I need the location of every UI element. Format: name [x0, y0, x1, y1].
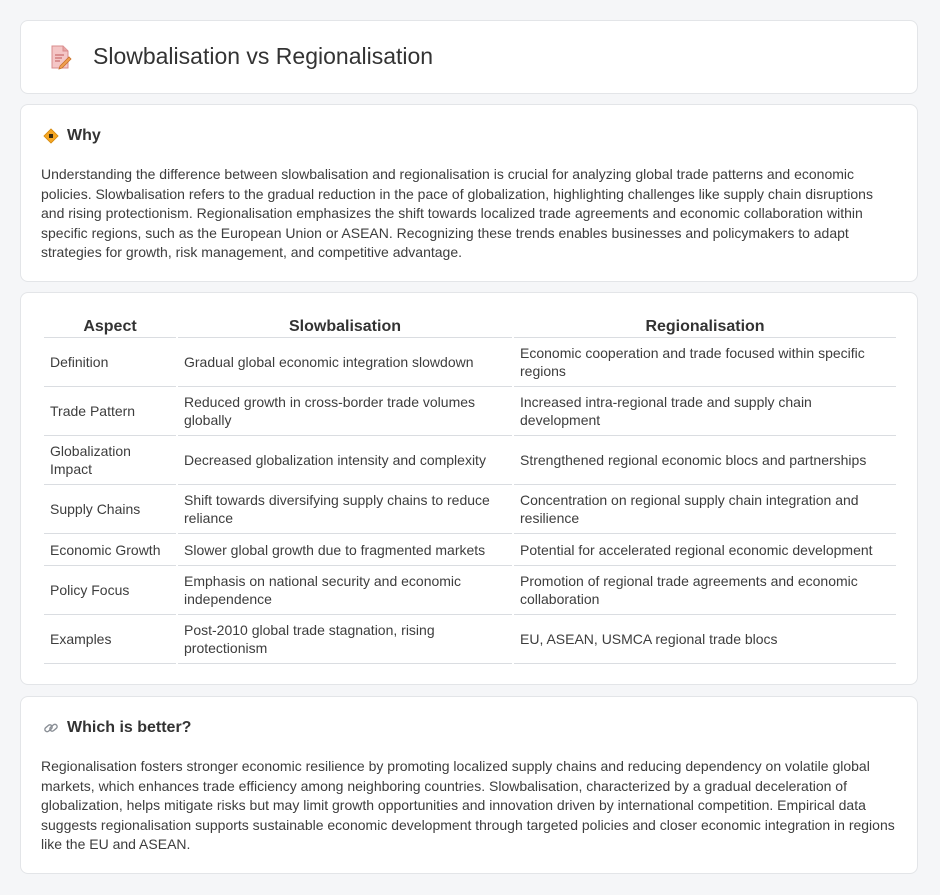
cell-aspect: Economic Growth: [44, 533, 176, 565]
cell-slowbalisation: Decreased globalization intensity and complexity: [178, 435, 512, 484]
better-heading: Which is better?: [67, 719, 192, 736]
cell-aspect: Globalization Impact: [44, 435, 176, 484]
table-row: [44, 484, 896, 533]
cell-regionalisation: Economic cooperation and trade focused within specific regions: [514, 337, 896, 386]
cell-slowbalisation: Shift towards diversifying supply chains to reduce reliance: [178, 484, 512, 533]
cell-regionalisation: EU, ASEAN, USMCA regional trade blocs: [514, 614, 896, 664]
cell-aspect: Trade Pattern: [44, 386, 176, 435]
comparison-card: [20, 292, 918, 685]
table-row: [44, 337, 896, 386]
table-row: [44, 533, 896, 565]
title-row: [47, 43, 433, 70]
cell-slowbalisation: Emphasis on national security and economic independence: [178, 565, 512, 614]
better-heading-row: [43, 719, 191, 737]
why-heading-row: [43, 127, 101, 145]
why-card: [20, 104, 918, 282]
cell-aspect: Policy Focus: [44, 565, 176, 614]
page-title: Slowbalisation vs Regionalisation: [93, 43, 434, 69]
cell-aspect: Examples: [44, 614, 176, 664]
better-text: Regionalisation fosters stronger economic resilience by promoting localized supply chains and reducing dependency on volatile global markets, which enhances trade efficiency among neighboring countries. Slowbalisation, characterized by a gradual deceleration of globalization, helps mitigate risks but may limit growth opportunities and innovation driven by international competition. Empirical data suggests regionalisation supports sustainable economic development through targeted policies and closer economic integration in regions like the EU and ASEAN.: [41, 758, 895, 853]
cell-slowbalisation: Slower global growth due to fragmented markets: [178, 533, 512, 565]
header-regionalisation: Regionalisation: [645, 318, 765, 335]
header-slowbalisation: Slowbalisation: [288, 318, 401, 335]
cell-regionalisation: Potential for accelerated regional economic development: [514, 533, 896, 565]
table-row: [44, 565, 896, 614]
cell-aspect: Definition: [44, 337, 176, 386]
cell-regionalisation: Increased intra-regional trade and supply chain development: [514, 386, 896, 435]
why-heading: Why: [67, 127, 101, 144]
title-card: [20, 20, 918, 94]
comparison-table: [42, 317, 898, 664]
cell-regionalisation: Strengthened regional economic blocs and partnerships: [514, 435, 896, 484]
table-row: [44, 435, 896, 484]
cell-aspect: Supply Chains: [44, 484, 176, 533]
better-card: [20, 696, 918, 874]
link-icon: [43, 720, 59, 736]
table-header-row: [44, 317, 896, 337]
cell-regionalisation: Concentration on regional supply chain integration and resilience: [514, 484, 896, 533]
table-row: [44, 614, 896, 664]
cell-slowbalisation: Gradual global economic integration slowdown: [178, 337, 512, 386]
document-edit-icon: [47, 44, 73, 70]
table-row: [44, 386, 896, 435]
header-aspect: Aspect: [83, 318, 137, 335]
diamond-sign-icon: [43, 128, 59, 144]
why-text: Understanding the difference between slowbalisation and regionalisation is crucial for analyzing global trade patterns and economic policies. Slowbalisation refers to the gradual reduction in the pace of globalization, highlighting challenges like supply chain disruptions and rising protectionism. Regionalisation emphasizes the shift towards localized trade agreements and economic collaboration within specific regions, such as the European Union or ASEAN. Recognizing these trends enables businesses and policymakers to adapt strategies for growth, risk management, and competitive advantage.: [41, 166, 873, 261]
cell-slowbalisation: Post-2010 global trade stagnation, rising protectionism: [178, 614, 512, 664]
cell-regionalisation: Promotion of regional trade agreements and economic collaboration: [514, 565, 896, 614]
cell-slowbalisation: Reduced growth in cross-border trade volumes globally: [178, 386, 512, 435]
